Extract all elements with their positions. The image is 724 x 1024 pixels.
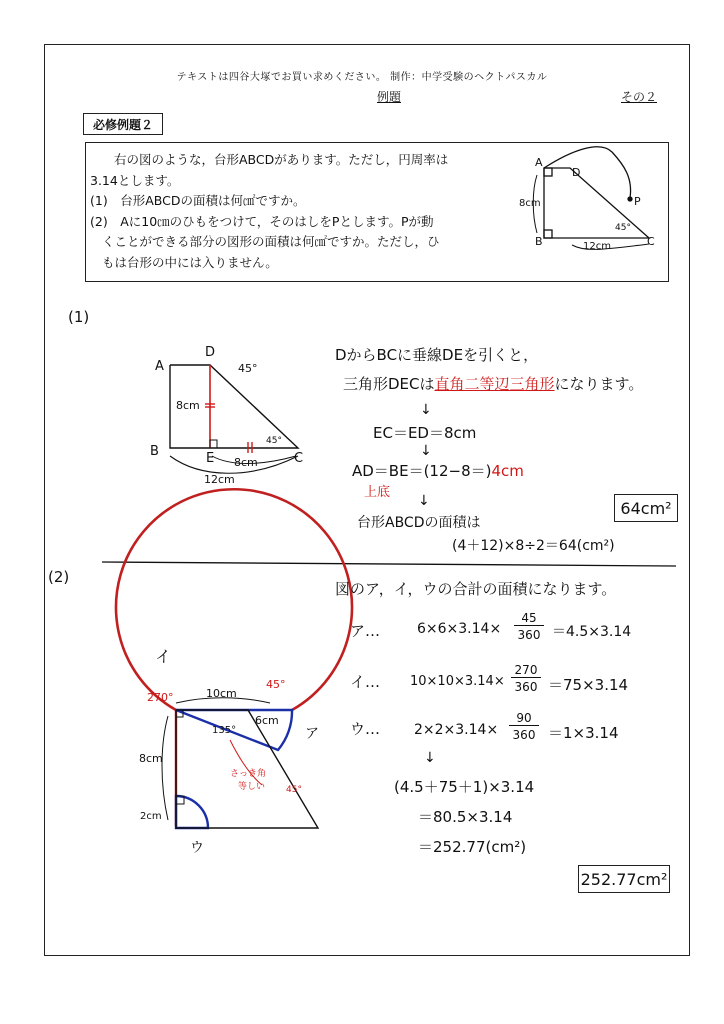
p2-i-den: 360 [514,680,538,694]
p1-step4-red: 4cm [491,462,524,480]
p2-angle-45: 45° [266,678,286,691]
p1-label-b: B [150,444,159,459]
p1-step4 [352,460,524,481]
p2-angle-270: 270° [147,691,174,704]
problem-label: 必修例題２ [83,113,163,135]
p1-arrow1: ↓ [420,402,432,418]
label-b: B [535,235,543,248]
p2-label-i: イ [155,647,172,666]
p1-angle-c: 45° [266,436,282,446]
right-angle-mark [210,440,217,448]
p1-label-a: A [155,359,164,374]
label-a: A [535,156,543,169]
p2-label-a: ア [305,726,319,742]
angle-label: 45° [615,223,631,233]
p1-label-c: C [294,451,304,466]
problem-line: 3.14とします。 [90,172,180,188]
p2-i-expr: 10×10×3.14× [410,674,505,689]
p2-label-u: ウ [190,840,204,856]
p2-arrow: ↓ [424,750,436,766]
p2-u-num: 90 [509,711,539,726]
p1-ec-label: 8cm [234,456,258,469]
p1-step2-pre: 三角形DECは [343,375,435,393]
p2-sum2: ＝80.5×3.14 [418,808,513,826]
point-p-dot [628,197,632,201]
p1-step4-pre: AD＝BE＝(12−8＝) [352,462,492,480]
p1-step2 [343,373,643,394]
right-angle-mark [544,230,552,238]
p2-i-label: イ… [350,673,381,691]
p1-step4-note: 上底 [364,485,391,500]
right-angle-mark [544,168,552,176]
p1-label-e: E [206,451,215,466]
p1-step2-red: 直角二等辺三角形 [434,375,555,393]
p2-angle-45b: 45° [286,785,302,795]
p2-six-label: 6cm [255,714,279,727]
p2-u-label: ウ… [350,720,381,738]
label-d: D [572,166,581,179]
sector-u [176,796,208,828]
p1-step6: (4＋12)×8÷2＝64(cm²) [452,538,615,554]
p2-sum3: ＝252.77(cm²) [418,838,527,856]
p1-arrow3: ↓ [418,493,430,509]
side-ab-label: 8cm [519,198,541,209]
p2-a-den: 360 [517,628,541,642]
p2-a-num: 45 [514,611,544,626]
p2-answer-box: 252.77cm² [578,865,670,893]
problem-line: (1) 台形ABCDの面積は何㎠ですか。 [90,193,306,209]
header-notice: テキストは四谷大塚でお買い求めください。 制作：中学受験のヘクトパスカル [176,72,548,83]
p1-step2-post: になります。 [554,375,644,393]
string-path [544,147,631,198]
p2-eight-label: 8cm [139,752,163,765]
p2-a-res: ＝4.5×3.14 [552,624,632,640]
p2-sum1: (4.5＋75＋1)×3.14 [394,778,535,796]
p2-a-label: ア… [350,622,381,640]
part2-marker: (2) [48,568,70,586]
side-bc-label: 12cm [583,241,611,252]
problem-line: くことができる部分の図形の面積は何㎠ですか。ただし，ひ [102,234,440,250]
p1-angle-top: 45° [238,362,258,375]
problem-line: もは台形の中には入りません。 [102,254,278,270]
p2-two-label: 2cm [140,811,162,822]
p2-note-1: さっき角 [230,769,267,779]
problem-line: 右の図のような，台形ABCDがあります。ただし，円周率は [114,152,449,167]
p1-arrow2: ↓ [420,443,432,459]
p1-label-d: D [205,345,216,360]
problem-line: (2) Aに10㎝のひもをつけて，そのはしをPとします。Pが動 [90,213,434,229]
p2-i-num: 270 [511,663,541,678]
sono-number: その２ [621,90,658,104]
p1-step5: 台形ABCDの面積は [357,515,481,531]
p2-a-expr: 6×6×3.14× [417,621,502,637]
p1-step1: DからBCに垂線DEを引くと， [335,346,539,364]
p1-bc-label: 12cm [204,473,235,486]
p1-step3: EC＝ED＝8cm [373,424,477,442]
arc-i [116,489,352,710]
p2-i-res: ＝75×3.14 [548,676,629,694]
p2-title: 図のア，イ，ウの合計の面積になります。 [335,580,617,598]
p1-answer-box: 64cm² [614,494,678,522]
p2-note-2: 等しい [238,782,266,792]
reidai-title: 例題 [377,90,402,104]
figure-top [533,147,649,250]
part1-marker: (1) [68,308,90,326]
label-p: P [634,195,641,208]
p1-de-label: 8cm [176,399,200,412]
p2-u-expr: 2×2×3.14× [414,722,499,738]
section-divider [102,562,676,566]
p2-u-den: 360 [512,728,536,742]
p2-ten-label: 10cm [206,687,237,700]
label-c: C [647,235,655,248]
p2-angle-135: 135° [212,725,237,736]
p2-u-res: ＝1×3.14 [548,724,619,742]
eight-brace [162,716,168,820]
